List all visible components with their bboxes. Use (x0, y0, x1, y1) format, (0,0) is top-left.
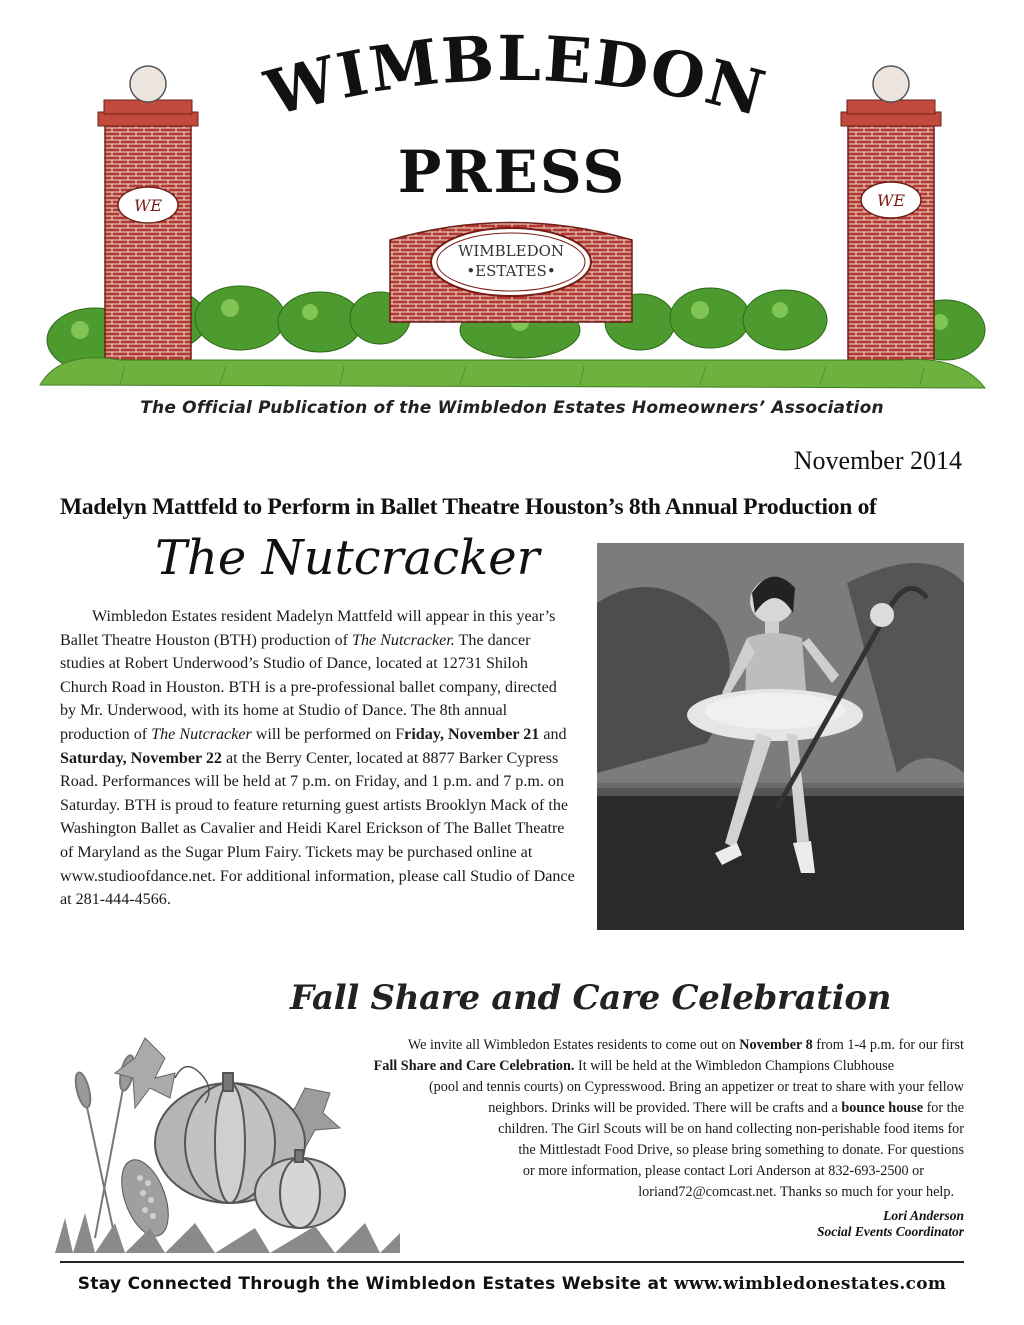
masthead-tagline: The Official Publication of the Wimbledon Estates Homeowners’ Association (140, 398, 884, 418)
right-brick-pillar (841, 66, 941, 370)
estates-sign-wall (390, 223, 632, 323)
masthead-title-wimbledon: WIMBLEDON (258, 21, 774, 131)
fall-celebration-text: We invite all Wimbledon Estates residents to come out on November 8 from 1-4 p.m. for our first Fall Share and Care Celebration. It will be held at the Wimbledon Champions Clubhouse (pool and tennis courts) on Cypresswood. Bring an appetizer or treat to share with your fellow neighbors. Drinks will be provided. There will be crafts and a bounce house for the children. The Girl Scouts will be on hand collecting non-perishable food items for the Mittlestadt Food Drive, so please bring something to donate. For questions or more information, please contact Lori Anderson at 832-693-2500 or loriand72@comcast.net. Thanks so much for your help. (373, 1037, 964, 1200)
footer-website-line: Stay Connected Through the Wimbledon Estates Website at www.wimbledonestates.com (77, 1274, 947, 1294)
signature-role: Social Events Coordinator (816, 1224, 964, 1239)
pillar-badge-right: WE (876, 191, 906, 210)
issue-date: November 2014 (793, 446, 962, 475)
signature-name: Lori Anderson (883, 1208, 964, 1223)
footer-divider (60, 1261, 964, 1263)
nutcracker-article: Wimbledon Estates resident Madelyn Mattfeld will appear in this year’s Ballet Theatre Houston (BTH) production of The Nutcracker. The dancer studies at Robert Underwood’s Studio of Dance, located at 12731 Shiloh Church Road in Houston. BTH is a pre-professional ballet company, directed by Mr. Underwood, with its home at Studio of Dance. The 8th annual production of The Nutcracker will be performed on Friday, November 21 and Saturday, November 22 at the Berry Center, located at 8877 Barker Cypress Road. Performances will be held at 7 p.m. on Friday, and 1 p.m. and 7 p.m. on Saturday. BTH is proud to feature returning guest artists Brooklyn Mack of the Washington Ballet as Cavalier and Heidi Karel Erickson of The Ballet Theatre of Maryland as the Sugar Plum Fairy. Tickets may be purchased online at www.studioofdance.net. For additional information, please call Studio of Dance at 281-444-4566. (60, 608, 575, 909)
footer-website-link[interactable]: www.wimbledonestates.com (673, 1274, 947, 1294)
sign-text-estates: •ESTATES• (466, 262, 556, 280)
article-headline: Madelyn Mattfeld to Perform in Ballet Theatre Houston’s 8th Annual Production of (60, 494, 877, 520)
fall-celebration-title: Fall Share and Care Celebration (290, 978, 892, 1018)
masthead-title-press: PRESS (397, 138, 627, 206)
ballerina-photo (597, 543, 964, 930)
sign-text-wimbledon: WIMBLEDON (457, 242, 565, 260)
left-brick-pillar (98, 66, 198, 370)
feature-title: The Nutcracker (155, 530, 540, 586)
grass-strip (40, 358, 985, 388)
pillar-badge-left: WE (133, 196, 163, 215)
masthead-illustration (0, 0, 1024, 400)
